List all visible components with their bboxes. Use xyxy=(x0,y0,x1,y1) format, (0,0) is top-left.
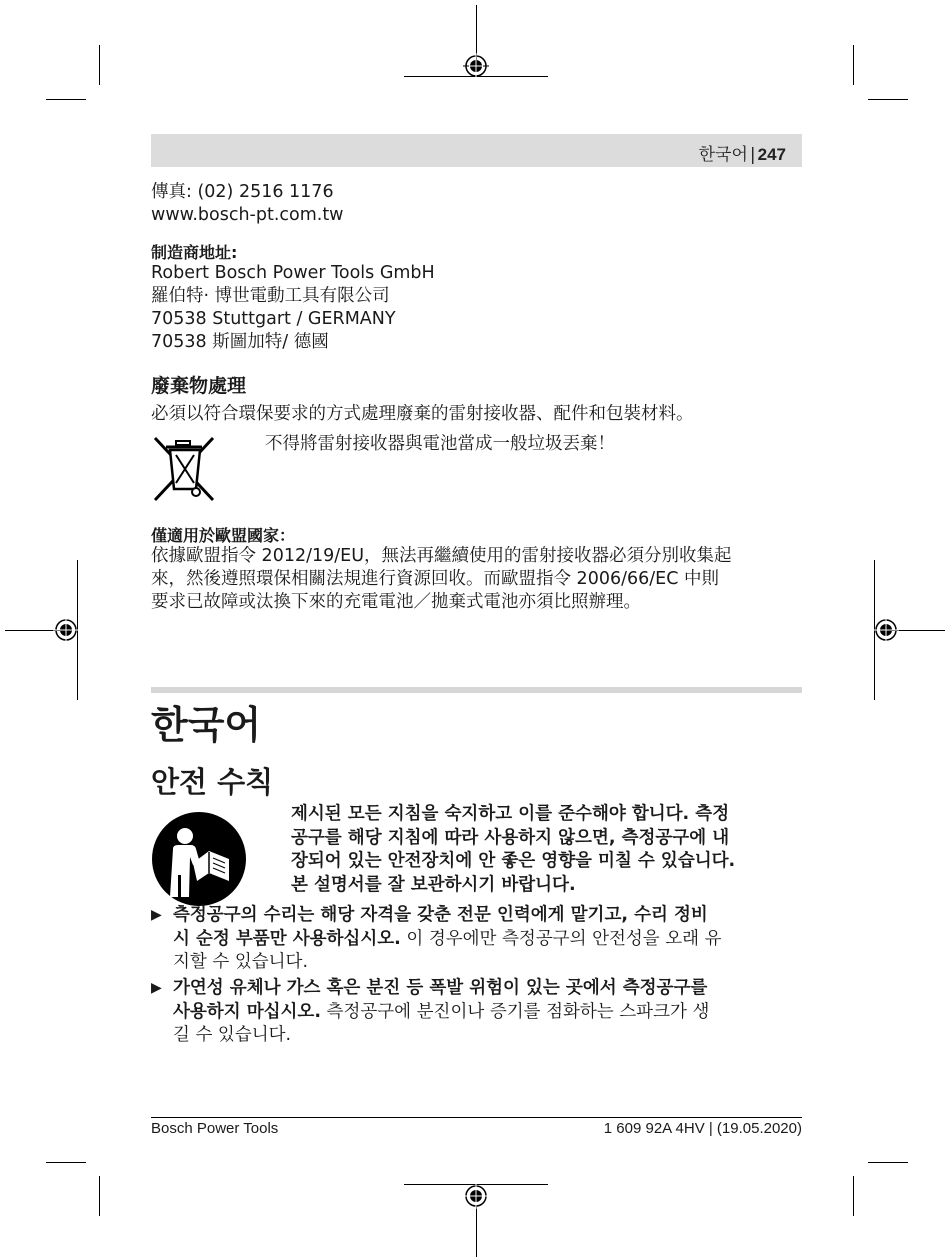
crop-line xyxy=(868,1162,908,1163)
language-section-title: 한국어 xyxy=(151,703,262,747)
bullet-marker: ▶ xyxy=(151,907,162,923)
safety-intro-line: 장되어 있는 안전장치에 안 좋은 영향을 미칠 수 있습니다. xyxy=(291,851,736,871)
safety-intro-line: 제시된 모든 지침을 숙지하고 이를 준수해야 합니다. 측정 xyxy=(291,804,730,824)
eu-text-line: 依據歐盟指令 2012/19/EU，無法再繼續使用的雷射接收器必須分別收集起 xyxy=(151,546,732,566)
crossed-out-wheelie-bin-icon xyxy=(152,435,216,503)
bullet-bold-text: 측정공구의 수리는 해당 자격을 갖춘 전문 인력에게 맡기고, 수리 정비 xyxy=(173,905,708,925)
bullet-text xyxy=(173,977,802,1048)
fax-line: 傳真: (02) 2516 1176 xyxy=(151,182,334,202)
address-line: 70538 斯圖加特/ 德國 xyxy=(151,332,329,352)
footer-brand: Bosch Power Tools xyxy=(151,1120,279,1137)
crop-line xyxy=(99,45,100,85)
header-separator: | xyxy=(749,145,756,165)
manufacturer-title: 制造商地址: xyxy=(151,243,238,262)
safety-intro xyxy=(291,803,805,897)
disposal-text: 必須以符合環保要求的方式處理廢棄的雷射接收器、配件和包裝材料。 xyxy=(151,404,694,424)
contact-block xyxy=(151,181,802,227)
bullet-bold-text: 시 순정 부품만 사용하십시오. xyxy=(173,928,401,949)
crop-line xyxy=(5,630,60,631)
bullet-normal-text: 이 경우에만 측정공구의 안전성을 오래 유 xyxy=(400,928,722,949)
header-language: 한국어 xyxy=(698,145,748,165)
bullet-line xyxy=(173,1001,802,1025)
bullet-line xyxy=(173,928,802,952)
address-line: 70538 Stuttgart / GERMANY xyxy=(151,309,396,329)
manufacturer-address xyxy=(151,262,802,354)
address-line: Robert Bosch Power Tools GmbH xyxy=(151,263,435,283)
crop-line xyxy=(868,99,908,100)
safety-heading: 안전 수칙 xyxy=(151,765,274,799)
registration-mark-icon xyxy=(873,617,899,643)
page-header xyxy=(151,134,802,167)
footer-divider xyxy=(151,1117,802,1118)
eu-text-line: 來，然後遵照環保相關法規進行資源回收。而歐盟指令 2006/66/EC 中則 xyxy=(151,569,719,589)
address-line: 羅伯特· 博世電動工具有限公司 xyxy=(151,286,390,306)
bullet-marker: ▶ xyxy=(151,980,162,996)
eu-text-line: 要求已故障或汰換下來的充電電池／拋棄式電池亦須比照辦理。 xyxy=(151,592,641,612)
eu-only-text xyxy=(151,545,802,614)
header-label xyxy=(699,140,786,165)
page-number: 247 xyxy=(757,145,786,164)
safety-bullet xyxy=(151,904,802,975)
registration-mark-icon xyxy=(463,1183,489,1209)
disposal-heading: 廢棄物處理 xyxy=(151,375,247,397)
eu-only-title: 僅適用於歐盟國家： xyxy=(151,526,296,545)
read-manual-icon xyxy=(151,811,247,907)
crop-line xyxy=(46,1162,86,1163)
bullet-text xyxy=(173,904,802,975)
crop-line xyxy=(853,1176,854,1216)
crop-line xyxy=(99,1176,100,1216)
section-divider xyxy=(151,687,802,693)
footer-doc-number: 1 609 92A 4HV | (19.05.2020) xyxy=(603,1120,802,1137)
crop-line xyxy=(853,45,854,85)
bullet-normal-text: 길 수 있습니다. xyxy=(173,1025,292,1045)
website-line: www.bosch-pt.com.tw xyxy=(151,205,344,225)
crop-line xyxy=(46,99,86,100)
bullet-bold-text: 가연성 유체나 가스 혹은 분진 등 폭발 위험이 있는 곳에서 측정공구를 xyxy=(173,978,708,998)
safety-intro-line: 본 설명서를 잘 보관하시기 바랍니다. xyxy=(291,874,576,895)
bullet-bold-text: 사용하지 마십시오. xyxy=(173,1001,321,1022)
disposal-note: 不得將雷射接收器與電池當成一般垃圾丟棄！ xyxy=(265,434,615,454)
crop-line xyxy=(476,1205,477,1257)
registration-mark-icon xyxy=(53,617,79,643)
bullet-normal-text: 지할 수 있습니다. xyxy=(173,952,309,972)
safety-bullet xyxy=(151,977,802,1048)
bullet-normal-text: 측정공구에 분진이나 증기를 점화하는 스파크가 생 xyxy=(320,1001,710,1022)
safety-intro-line: 공구를 해당 지침에 따라 사용하지 않으면, 측정공구에 내 xyxy=(291,827,730,848)
registration-mark-icon xyxy=(463,53,489,79)
